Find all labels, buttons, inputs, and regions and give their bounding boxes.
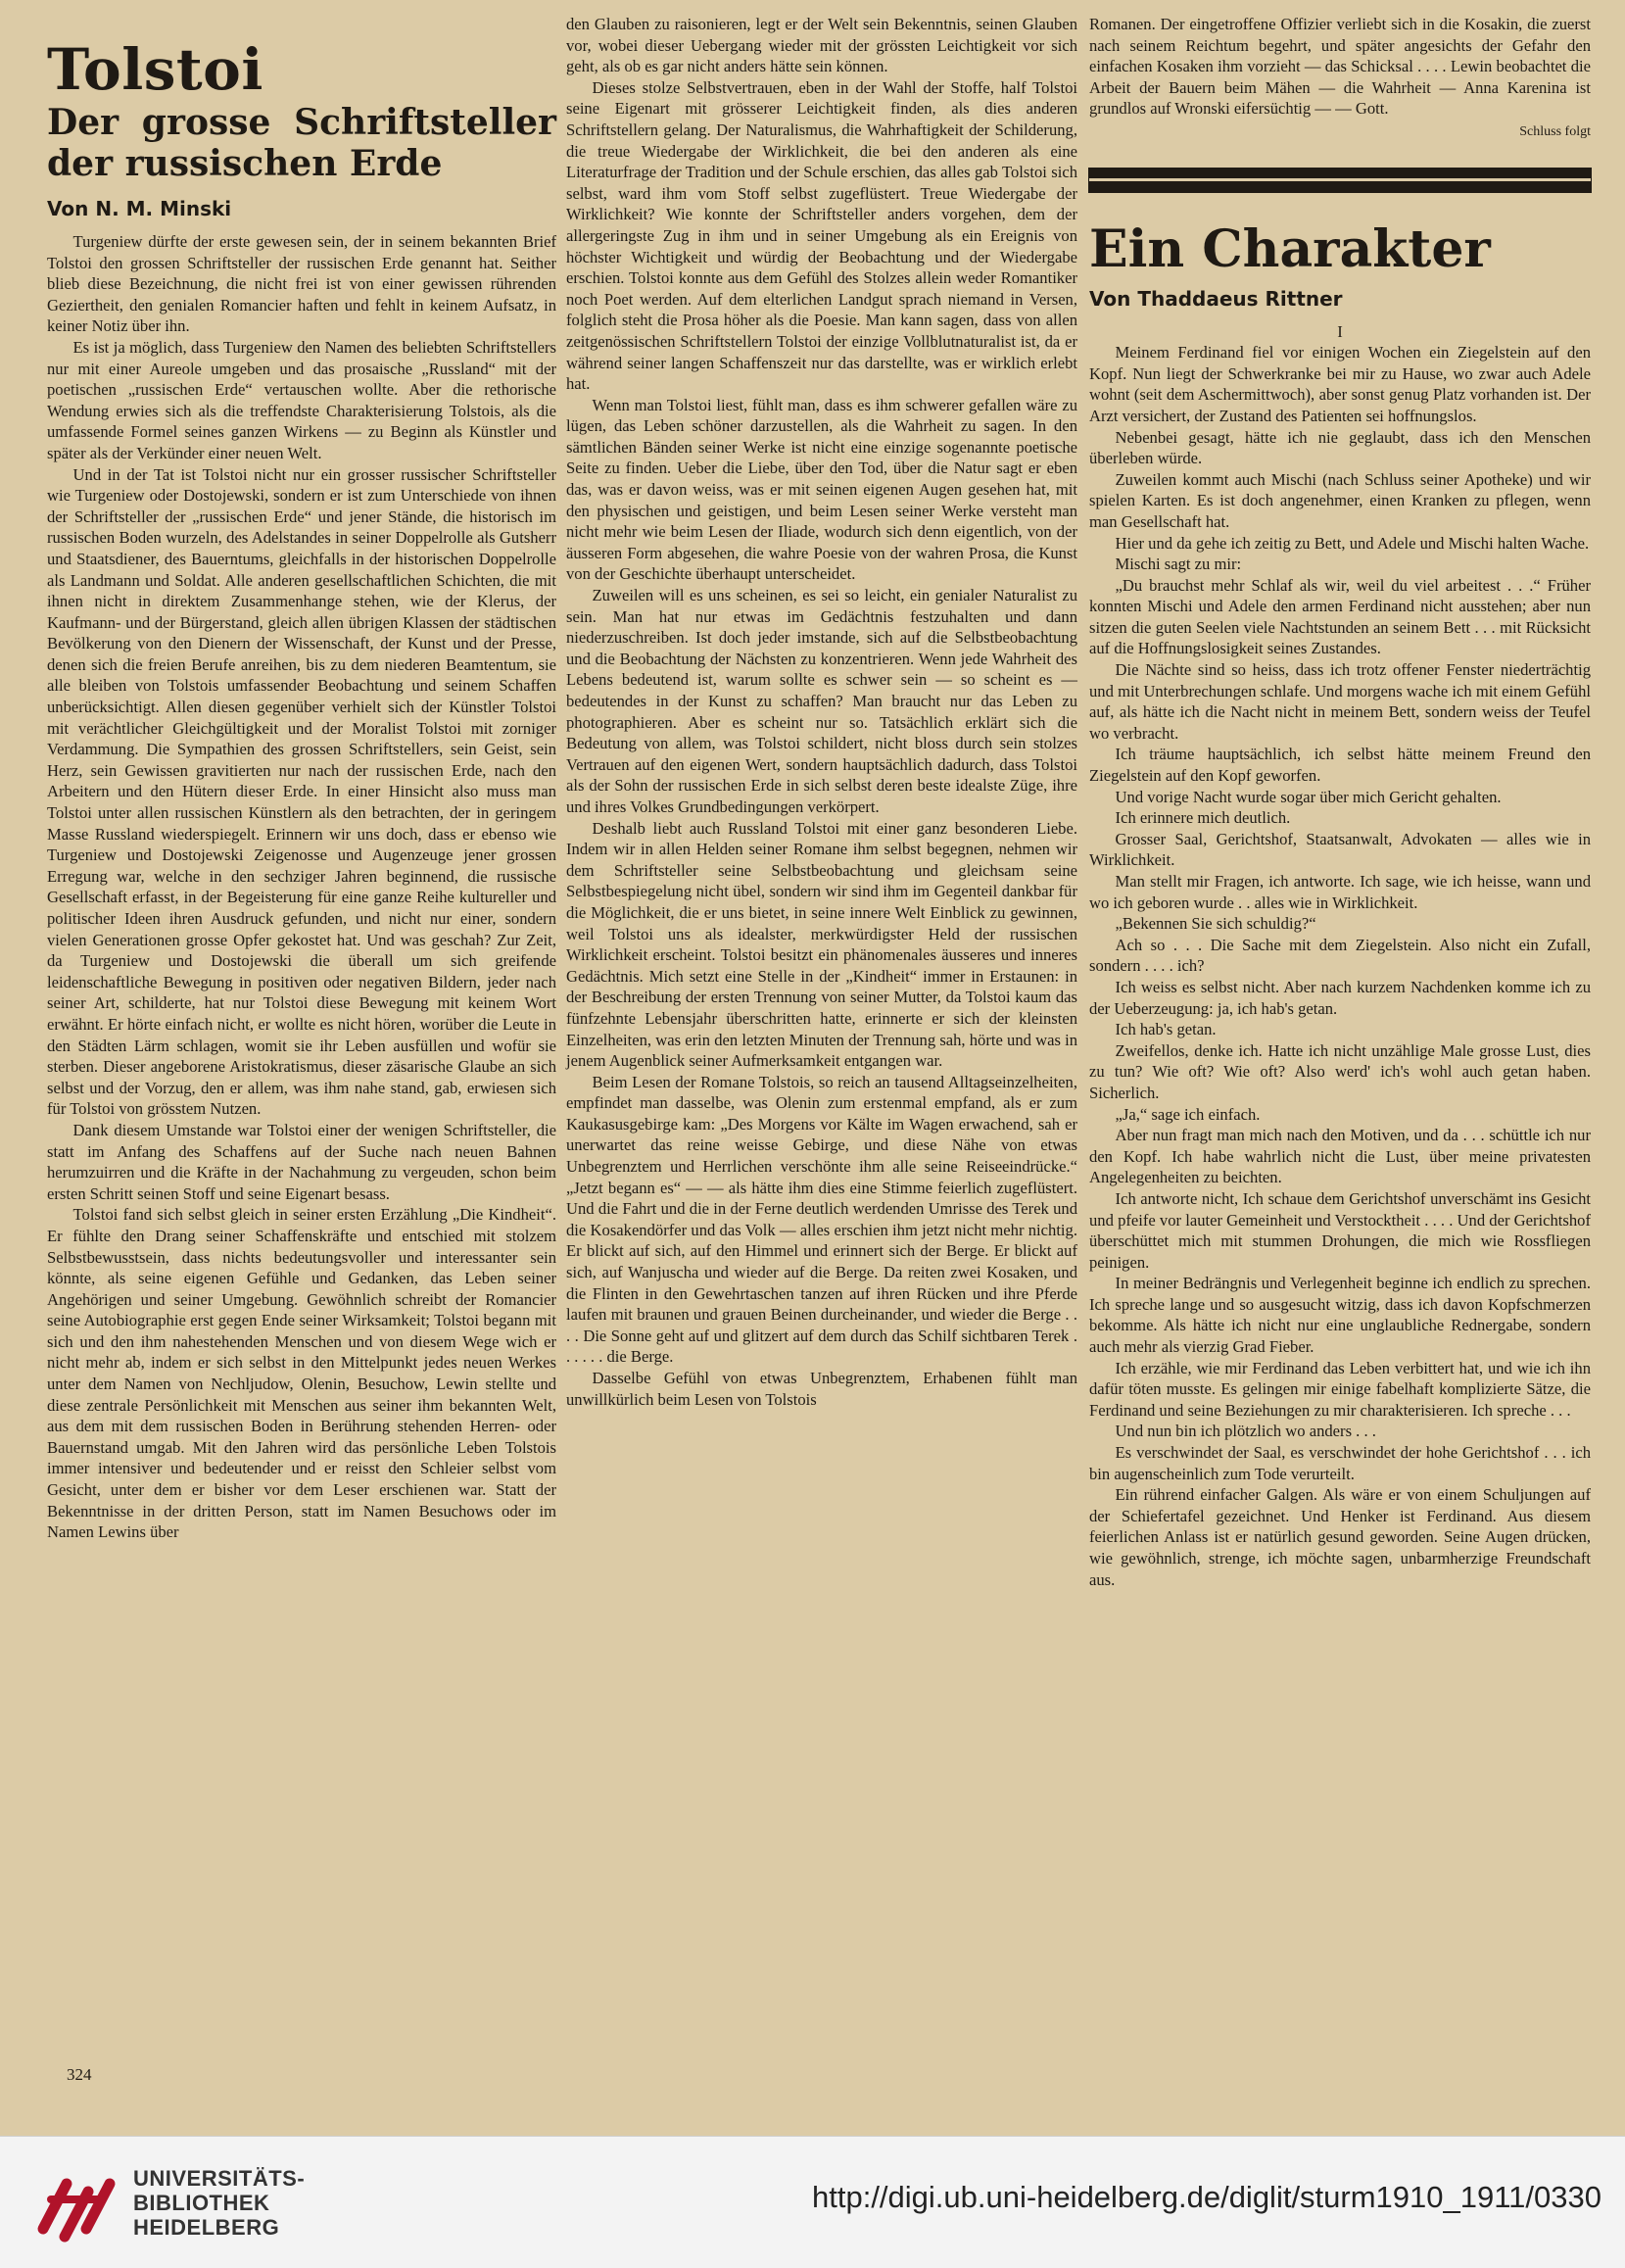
paragraph: Ich erzähle, wie mir Ferdinand das Leben verbittert hat, und wie ich ihn dafür töten musste. Es gelingen mir einige fabelhaft komplizierte Sätze, die Ferdinand und seine Beziehungen zu mir charakterisieren. Ich spreche . . .	[1089, 1358, 1591, 1420]
paragraph: Dieses stolze Selbstvertrauen, eben in der Wahl der Stoffe, half Tolstoi seine Eigenart mit grösserer Leichtigkeit finden, als dies anderen Schriftstellern gelang. Der Naturalismus, die Wahrhaftigkeit der Schilderung, die treue Wiedergabe der Wirklichkeit, die bei den anderen als eine Literaturfrage der Tradition und der Schule erschien, das alles gab Tolstoi sich selbst, ward ihm vom Stoff selbst zugeflüstert. Treue Wiedergabe der Wirklichkeit? Wie konnte der Schriftsteller anders vorgehen, dem der allergeringste Zug in ihm und in seiner Umgebung als ein Ereignis von höchster Wichtigkeit und würdig der Beobachtung und der Wiedergabe erschien. Tolstoi konnte aus dem Gefühl des Stolzes allein weder Romantiker noch Poet werden. Auf dem elterlichen Landgut sprach niemand in Versen, folglich steht die Prosa höher als die Poesie. Man kann sagen, dass von allen zeitgenössischen Schriftstellern Tolstoi der einzige Vollblutnaturalist ist, da er während seiner langen Schaffenszeit nur das darstellte, was er wirklich erlebt hat.	[566, 77, 1077, 394]
paragraph: Zuweilen kommt auch Mischi (nach Schluss seiner Apotheke) und wir spielen Karten. Es ist doch angenehmer, einen Kranken zu pflegen, wenn man Gesellschaft hat.	[1089, 469, 1591, 531]
article-subtitle: Der grosse Schriftsteller der russischen Erde	[47, 102, 556, 184]
paragraph: Aber nun fragt man mich nach den Motiven, und da . . . schüttle ich nur den Kopf. Ich habe wahrlich nicht die Lust, über meine privatesten Angelegenheiten zu beichten.	[1089, 1126, 1591, 1187]
paragraph: „Ja,“ sage ich einfach.	[1115, 1104, 1261, 1124]
continued-note: Schluss folgt	[1519, 123, 1591, 139]
paragraph: Ach so . . . Die Sache mit dem Ziegelstein. Also nicht ein Zufall, sondern . . . . ich?	[1089, 935, 1591, 976]
paragraph: „Du brauchst mehr Schlaf als wir, weil du viel arbeitest . . .“ Früher konnten Mischi und Adele den armen Ferdinand nicht ausstehen; aber nun sitzen die guten Seelen viele Nachtstunden an seinem Bett . . . mit Rücksicht auf die Hoffnungslosigkeit seines Zustandes.	[1089, 575, 1591, 658]
paragraph: Wenn man Tolstoi liest, fühlt man, dass es ihm schwerer gefallen wäre zu lügen, das Leben schöner darzustellen, als die Wahrheit zu sagen. In den sämtlichen Bänden seiner Werke ist nicht eine einzige sogenannte poetische Seite zu finden. Ueber die Liebe, über den Tod, über die Natur sagt er eben das, was er davon weiss, was er mit seinen eigenen Augen gesehen hat, mit den physischen und geistigen, und beim Lesen seiner Werke versteht man nicht mehr wie beim Lesen der Iliade, wodurch sich denn eigentlich, von der äusseren Form abgesehen, die wahre Poesie von der wahren Prosa, die Kunst von der Geschichte überhaupt unterscheidet.	[566, 395, 1077, 584]
paragraph: Ein rührend einfacher Galgen. Als wäre er von einem Schuljungen auf der Schiefertafel gezeichnet. Und Henker ist Ferdinand. Aus diesem feierlichen Anlass ist er natürlich gesund geworden. Seine Augen drücken, wie gewöhnlich, strenge, ich möchte sagen, unbarmherzige Freundschaft aus.	[1089, 1485, 1591, 1589]
article-title: Ein Charakter	[1089, 218, 1491, 279]
paragraph: Hier und da gehe ich zeitig zu Bett, und Adele und Mischi halten Wache.	[1115, 533, 1590, 553]
university-library-logo-icon	[29, 2160, 123, 2254]
paragraph: Ich weiss es selbst nicht. Aber nach kurzem Nachdenken komme ich zu der Ueberzeugung: ja, ich hab's getan.	[1089, 977, 1591, 1018]
paragraph: Man stellt mir Fragen, ich antworte. Ich sage, wie ich heisse, wann und wo ich geboren wurde . . alles wie in Wirklichkeit.	[1089, 872, 1591, 912]
paragraph: Und vorige Nacht wurde sogar über mich Gericht gehalten.	[1115, 787, 1502, 806]
paragraph: Romanen. Der eingetroffene Offizier verliebt sich in die Kosakin, die zuerst nach seinem Reichtum begehrt, und später angesichts der Gefahr den einfachen Kosaken ihm vorzieht — das Schicksal . . . . Lewin beobachtet die Arbeit der Bauern beim Mähen — die Wahrheit — Anna Karenina ist grundlos auf Wronski eifersüchtig — — Gott.	[1089, 15, 1591, 119]
paragraph: Deshalb liebt auch Russland Tolstoi mit einer ganz besonderen Liebe. Indem wir in allen Helden seiner Romane ihm selbst begegnen, nehmen wir dem Schriftsteller seine Selbstbeobachtung und gleichsam seine Selbstbespiegelung nicht übel, sondern wir sind ihm im Gegenteil dankbar für die Möglichkeit, die er uns bietet, in seine innere Welt Einblick zu gewinnen, weil Tolstoi uns als idealster, merkwürdigster Held der russischen Wirklichkeit erscheint. Tolstoi besitzt ein phänomenales äusseres und inneres Gedächtnis. Mich setzt eine Stelle in der „Kindheit“ immer in Erstaunen: in der Beschreibung der ersten Trennung von seiner Mutter, da Tolstoi kaum das fünfzehnte Lebensjahr überschritten hatte, erinnerte er sich der kleinsten Einzelheiten, was erin den letzten Minuten der Trennung sah, hörte und was in jenem Augenblick seiner Aufmerksamkeit entgangen war.	[566, 818, 1077, 1071]
paragraph: Dank diesem Umstande war Tolstoi einer der wenigen Schriftsteller, die statt im Anfang des Schaffens auf der Suche nach neuen Bahnen herumzuirren und die Kräfte in der Nachahmung zu vergeuden, schon beim ersten Schritt seinen Stoff und seine Eigenart besass.	[47, 1120, 556, 1203]
paragraph: Ich träume hauptsächlich, ich selbst hätte meinem Freund den Ziegelstein auf den Kopf geworfen.	[1089, 745, 1591, 786]
paragraph: „Bekennen Sie sich schuldig?“	[1115, 914, 1316, 934]
column-2	[566, 14, 1077, 1410]
article-body	[1089, 342, 1591, 1590]
source-url-link[interactable]: http://digi.ub.uni-heidelberg.de/diglit/sturm1910_1911/0330	[812, 2180, 1601, 2214]
article-byline: Von Thaddaeus Rittner	[1089, 286, 1343, 311]
paragraph: Tolstoi fand sich selbst gleich in seiner ersten Erzählung „Die Kindheit“. Er fühlte den Drang seiner Schaffenskräfte und entschied mit stolzem Selbstbewusstsein, dass nichts bedeutungsvoller und interessanter sein könnte, als seine eigenen Gefühle und Gedanken, das Leben seiner Angehörigen und seiner Umgebung. Gewöhnlich schreibt der Romancier seine Autobiographie erst gegen Ende seiner Wirksamkeit; Tolstoi begann mit sich und den ihm nahestehenden Menschen und von diesem Wege wich er nicht mehr ab, indem er sich selbst in den Mittelpunkt jedes neuen Werkes unter dem Namen von Nechljudow, Olenin, Besuchow, Lewin stellte und diese zentrale Persönlichkeit mit Menschen aus seiner ihm bekannten Welt, aus dem mit dem russischen Boden in Berührung stehenden Herren- oder Bauernstand umgab. Mit den Jahren wird das persönliche Leben Tolstois immer intensiver und bedeutender und er reisst den Schleier selbst vom Gesicht, unter dem er bisher vor dem Leser erschienen war. Statt der Bekenntnisse in der dritten Person, statt im Namen Besuchows oder im Namen Lewins über	[47, 1205, 556, 1542]
paragraph: Beim Lesen der Romane Tolstois, so reich an tausend Alltagseinzelheiten, empfindet man dasselbe, was Olenin zum erstenmal empfand, als er zum Kaukasusgebirge kam: „Des Morgens vor Kälte im Wagen erwachend, sah er unerwartet das reine weisse Gebirge, und diese Nähe von etwas Unbegrenztem und Herrlichen verschönte ihm alle seine Reiseeindrücke.“ „Jetzt begann es“ — — als hätte ihm dies eine Stimme feierlich zugeflüstert. Und die Fahrt und die in der Ferne deutlich werdenden Umrisse des Terek und die Kosakendörfer und das Volk — alles erschien ihm jetzt nicht mehr nichtig. Er blickt auf sich, auf den Himmel und erinnert sich der Berge. Er blickt auf sich, auf Wanjuscha und wieder auf die Berge. Da reiten zwei Kosaken, und die Flinten in den Gewehrtaschen tanzen auf ihren Rücken und ihre Pferde laufen mit braunen und grauen Beinen durcheinander, und wieder die Berge . . . . Die Sonne geht auf und glitzert auf dem durch das Schilf sichtbaren Terek . . . . . . die Berge.	[566, 1072, 1077, 1367]
library-name: UNIVERSITÄTS- BIBLIOTHEK HEIDELBERG	[133, 2166, 306, 2240]
section-number: I	[1337, 321, 1343, 341]
page-number: 324	[67, 2065, 92, 2084]
article-title: Tolstoi	[47, 36, 263, 103]
paragraph: Ich erinnere mich deutlich.	[1115, 808, 1291, 828]
column-3	[1089, 14, 1591, 1590]
section-divider	[1089, 169, 1591, 192]
paragraph: In meiner Bedrängnis und Verlegenheit beginne ich endlich zu sprechen. Ich spreche lange und so ausgesucht witzig, dass ich davon Kopfschmerzen bekomme. Als hätte ich nicht nur eine unglaubliche Rednergabe, sondern auch mehr als vierzig Grad Fieber.	[1089, 1274, 1591, 1357]
paragraph: Turgeniew dürfte der erste gewesen sein, der in seinem bekannten Brief Tolstoi den grossen Schriftsteller der russischen Erde genannt hat. Seither blieb diese Bezeichnung, die nicht frei ist von einer gewissen rührenden Geziertheit, den genialen Romancier haften und fehlt in keinem Aufsatz, in keiner Notiz über ihn.	[47, 232, 556, 336]
paragraph: Zweifellos, denke ich. Hatte ich nicht unzählige Male grosse Lust, dies zu tun? Wie oft? Wie oft? Also werd' ich's wohl auch getan haben. Sicherlich.	[1089, 1040, 1591, 1102]
paragraph: Zuweilen will es uns scheinen, es sei so leicht, ein genialer Naturalist zu sein. Man hat nur etwas im Gedächtnis festzuhalten und dann niederzuschreiben. Ist doch jeder imstande, sich auf die Selbstbeobachtung und die Beobachtung der Nächsten zu konzentrieren. Wenn jede Wahrheit des Lebens bedeutend ist, warum sollte es schwer sein — so scheint es — bedeutendes in der Kunst zu schaffen? Man braucht nur das Leben zu photographieren. Aber es scheint nur so. Tatsächlich erklärt sich die Bedeutung von allem, was Tolstoi schildert, nicht bloss durch sein stolzes Vertrauen auf den eigenen Wert, sondern hauptsächlich dadurch, dass Tolstoi als der Sohn der russischen Erde in sich selbst deren beste idealste Züge, ihre und ihres Volkes Grundbedingungen verkörpert.	[566, 586, 1077, 816]
paragraph: Die Nächte sind so heiss, dass ich trotz offener Fenster niederträchtig und mit Unterbrechungen schlafe. Und morgens wache ich mit einem Gefühl auf, als hätte ich die Nacht nicht in meinem Bett, sondern weiss der Teufel wo verbracht.	[1089, 660, 1591, 743]
viewer-footer	[0, 2136, 1625, 2268]
paragraph: Ich antworte nicht, Ich schaue dem Gerichtshof unverschämt ins Gesicht und pfeife vor lauter Gemeinheit und Verstocktheit . . . . Und der Gerichtshof überschüttet mich mit stummen Drohungen, die mich wie Rossfliegen peinigen.	[1089, 1188, 1591, 1272]
paragraph: Ich hab's getan.	[1115, 1020, 1217, 1039]
paragraph: Und in der Tat ist Tolstoi nicht nur ein grosser russischer Schriftsteller wie Turgeniew oder Dostojewski, sondern er ist zum Unterschiede von ihnen der Schriftsteller der „russischen Erde“ und jener Stände, die historisch im russischen Boden wurzeln, des Adelstandes in seiner Doppelrolle als Gutsherr und Staatsdiener, des Bauerntums, gleichfalls in der historischen Doppelrolle als Landmann und Soldat. Alle anderen gesellschaftlichen Schichten, die mit ihnen nicht in direktem Zusammenhange stehen, wie der Klerus, der Kaufmann- und der Bürgerstand, gleich allen übrigen Klassen der städtischen Bevölkerung von den Dienern der Wissenschaft, der Kunst und der Presse, denen sich die freien Berufe anreihen, bis zu dem niederen Beamtentum, sie alle bleiben von Tolstois umfassender Beobachtung und seinem Schaffen unberücksichtigt. Allen diesen gegenüber verhielt sich der Künstler Tolstoi mit verächtlicher Gleichgültigkeit und der Moralist Tolstoi mit zorniger Verdammung. Die Sympathien des grossen Schriftstellers, sein Geist, sein Herz, sein Gewissen gravitierten nur nach der russischen Erde, nach den Arbeitern und den Hütern dieser Erde. In einer Hinsicht also muss man Tolstoi unter allen russischen Künstlern als den betrachten, der in geringem Masse Russland wiederspiegelt. Erinnern wir uns doch, dass er ebenso wie Turgeniew und Dostojewski Zeigenosse und Augenzeuge jener grossen Erregung war, welche in den sechziger Jahren beginnend, die russische Gesellschaft erfasst, in der Begeisterung für eine ganze Reihe kultureller und politischer Ideen ihren Ausdruck gefunden, und nicht nur einer, sondern vielen Generationen grosse Opfer gekostet hat. Und was geschah? Zur Zeit, da Turgeniew und Dostojewski die überall um sich greifende leidenschaftliche Bewegung in positiven oder negativen Bildern, jeder nach seiner Art, schilderte, hat nur Tolstoi diese Bewegung mit keinem Wort erwähnt. Er hörte einfach nicht, er wollte es nicht hören, worüber die Leute in den Städten Lärm schlagen, womit sie ihr Leben ausfüllen und wofür sie sterben. Dieser angeborene Aristokratismus, dieser zäsarische Glaube an sich selbst und der Vorzug, den er allem, was ihm nahe stand, gab, erwiesen sich für Tolstoi von grösstem Nutzen.	[47, 464, 556, 1119]
paragraph: Es ist ja möglich, dass Turgeniew den Namen des beliebten Schriftstellers nur mit einer Aureole umgeben und das prosaische „Russland“ mit der poetischen „russischen Erde“ vertauschen wollte. Aber die rethorische Wendung erwies sich als die treffendste Charakterisierung Tolstois, als die umfassende Formel seines ganzen Wirkens — zu Beginn als Künstler und später als der Verkünder einer neuen Welt.	[47, 337, 556, 462]
column-1	[47, 36, 556, 1543]
paragraph: Dasselbe Gefühl von etwas Unbegrenztem, Erhabenen fühlt man unwillkürlich beim Lesen von Tolstois	[566, 1369, 1077, 1409]
paragraph: Meinem Ferdinand fiel vor einigen Wochen ein Ziegelstein auf den Kopf. Nun liegt der Schwerkranke bei mir zu Hause, wo zwar auch Adele wohnt (seit dem Aschermittwoch), aber sonst genug Platz vorhanden ist. Der Arzt versichert, der Zustand des Patienten sei hoffnungslos.	[1089, 343, 1591, 425]
article-byline: Von N. M. Minski	[47, 197, 232, 220]
paragraph: Mischi sagt zu mir:	[1115, 555, 1242, 574]
paragraph: den Glauben zu raisonieren, legt er der Welt sein Bekenntnis, seinen Glauben vor, wobei dieser Uebergang wieder mit der grössten Leichtigkeit vor sich geht, als ob es gar nicht anders hätte sein können.	[566, 15, 1077, 76]
paragraph: Nebenbei gesagt, hätte ich nie geglaubt, dass ich den Menschen überleben würde.	[1089, 427, 1591, 468]
paragraph: Grosser Saal, Gerichtshof, Staatsanwalt, Advokaten — alles wie in Wirklichkeit.	[1089, 829, 1591, 870]
paragraph: Und nun bin ich plötzlich wo anders . . .	[1115, 1422, 1376, 1441]
paragraph: Es verschwindet der Saal, es verschwindet der hohe Gerichtshof . . . ich bin augenscheinlich zum Tode verurteilt.	[1089, 1443, 1591, 1483]
